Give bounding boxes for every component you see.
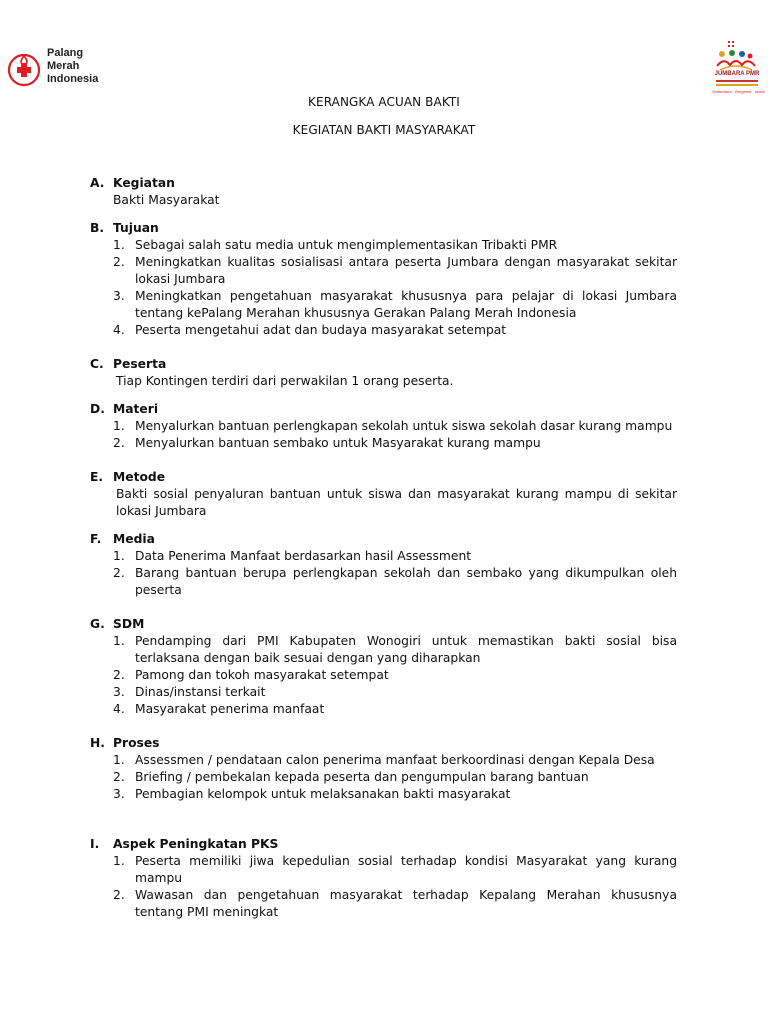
section-h xyxy=(90,735,677,803)
list-item xyxy=(113,548,677,565)
list-number: 4. xyxy=(113,702,125,716)
section-letter: H. xyxy=(90,736,105,750)
list-text: Pembagian kelompok untuk melaksanakan bakti masyarakat xyxy=(135,787,511,801)
list-text: Pendamping dari PMI Kabupaten Wonogiri untuk memastikan bakti sosial bisa terlaksana dengan baik sesuai dengan yang diharapkan xyxy=(135,634,677,665)
section-content xyxy=(90,486,677,520)
list-item xyxy=(113,633,677,667)
list-text: Briefing / pembekalan kepada peserta dan pengumpulan barang bantuan xyxy=(135,770,589,784)
section-content xyxy=(90,192,677,209)
list-text: Assessmen / pendataan calon penerima manfaat berkoordinasi dengan Kepala Desa xyxy=(135,753,655,767)
section-letter: C. xyxy=(90,357,104,371)
list-number: 3. xyxy=(113,787,125,801)
section-heading xyxy=(90,836,677,853)
section-letter: D. xyxy=(90,402,105,416)
section-letter: I. xyxy=(90,837,100,851)
list-number: 4. xyxy=(113,323,125,337)
list-text: Dinas/instansi terkait xyxy=(135,685,266,699)
section-a xyxy=(90,175,677,209)
section-g xyxy=(90,616,677,718)
section-heading xyxy=(90,616,677,633)
list-text: Peserta mengetahui adat dan budaya masyarakat setempat xyxy=(135,323,507,337)
section-text: Tiap Kontingen terdiri dari perwakilan 1 orang peserta. xyxy=(116,374,454,388)
section-letter: F. xyxy=(90,532,102,546)
section-heading xyxy=(90,356,677,373)
list-item xyxy=(113,565,677,599)
section-e xyxy=(90,469,677,520)
section-content xyxy=(90,853,677,921)
list-number: 1. xyxy=(113,238,125,252)
list-item xyxy=(113,752,677,769)
jumbara-logo xyxy=(712,40,765,96)
section-d xyxy=(90,401,677,452)
section-letter: B. xyxy=(90,221,105,235)
pmi-logo xyxy=(6,47,106,91)
section-title: Tujuan xyxy=(113,221,159,235)
section-title: SDM xyxy=(113,617,145,631)
list-text: Wawasan dan pengetahuan masyarakat terhadap Kepalang Merahan khususnya tentang PMI meningkat xyxy=(135,888,677,919)
list-text: Meningkatkan kualitas sosialisasi antara peserta Jumbara dengan masyarakat sekitar lokasi Jumbara xyxy=(135,255,677,286)
section-letter: E. xyxy=(90,470,104,484)
section-text: Bakti sosial penyaluran bantuan untuk siswa dan masyarakat kurang mampu di sekitar lokasi Jumbara xyxy=(116,487,677,518)
section-c xyxy=(90,356,677,390)
section-content xyxy=(90,548,677,599)
section-letter: G. xyxy=(90,617,105,631)
section-title: Kegiatan xyxy=(113,176,175,190)
list-item xyxy=(113,322,677,339)
jumbara-emblem-icon xyxy=(712,40,760,72)
list-item xyxy=(113,435,677,452)
list-number: 3. xyxy=(113,289,125,303)
section-i xyxy=(90,836,677,921)
section-content xyxy=(90,418,677,452)
list-number: 2. xyxy=(113,888,125,902)
list-text: Barang bantuan berupa perlengkapan sekolah dan sembako yang dikumpulkan oleh peserta xyxy=(135,566,677,597)
jumbara-tagline: Sederhana - Bergema - Indah xyxy=(712,89,765,94)
section-title: Metode xyxy=(113,470,166,484)
list-text: Peserta memiliki jiwa kepedulian sosial terhadap kondisi Masyarakat yang kurang mampu xyxy=(135,854,677,885)
list-item xyxy=(113,418,677,435)
list-text: Masyarakat penerima manfaat xyxy=(135,702,325,716)
section-heading xyxy=(90,735,677,752)
list-number: 2. xyxy=(113,566,125,580)
list-number: 2. xyxy=(113,668,125,682)
section-title: Aspek Peningkatan PKS xyxy=(113,837,279,851)
section-text: Bakti Masyarakat xyxy=(113,193,220,207)
list-number: 1. xyxy=(113,549,125,563)
section-b xyxy=(90,220,677,339)
list-text: Menyalurkan bantuan perlengkapan sekolah untuk siswa sekolah dasar kurang mampu xyxy=(135,419,673,433)
list-number: 1. xyxy=(113,753,125,767)
list-number: 1. xyxy=(113,419,125,433)
list-item xyxy=(113,887,677,921)
list-item xyxy=(113,254,677,288)
section-letter: A. xyxy=(90,176,105,190)
section-heading xyxy=(90,469,677,486)
list-text: Data Penerima Manfaat berdasarkan hasil Assessment xyxy=(135,549,472,563)
list-item xyxy=(113,853,677,887)
list-item xyxy=(113,684,677,701)
section-title: Proses xyxy=(113,736,160,750)
jumbara-logo-text: JUMBARA PMR xyxy=(714,71,760,77)
section-title: Materi xyxy=(113,402,159,416)
section-content xyxy=(90,633,677,718)
section-content xyxy=(90,237,677,339)
doc-subtitle: KEGIATAN BAKTI MASYARAKAT xyxy=(292,123,476,137)
list-text: Sebagai salah satu media untuk mengimplementasikan Tribakti PMR xyxy=(135,238,558,252)
list-item xyxy=(113,769,677,786)
org-name: Palang Merah Indonesia xyxy=(47,47,99,85)
list-text: Meningkatkan pengetahuan masyarakat khususnya para pelajar di lokasi Jumbara tentang kePalang Merahan khususnya Gerakan Palang Merah Indonesia xyxy=(135,289,677,320)
red-cross-flower-icon xyxy=(6,53,42,87)
logo-rule xyxy=(716,84,758,86)
list-item xyxy=(113,701,677,718)
list-number: 3. xyxy=(113,685,125,699)
section-heading xyxy=(90,401,677,418)
logo-rule xyxy=(716,80,758,82)
section-content xyxy=(90,752,677,803)
list-item xyxy=(113,786,677,803)
list-number: 1. xyxy=(113,854,125,868)
section-heading xyxy=(90,220,677,237)
list-item xyxy=(113,237,677,254)
list-number: 2. xyxy=(113,255,125,269)
doc-title: KERANGKA ACUAN BAKTI xyxy=(308,95,460,109)
section-heading xyxy=(90,531,677,548)
section-heading xyxy=(90,175,677,192)
section-content xyxy=(90,373,677,390)
list-item xyxy=(113,667,677,684)
section-title: Peserta xyxy=(113,357,167,371)
list-text: Menyalurkan bantuan sembako untuk Masyarakat kurang mampu xyxy=(135,436,541,450)
section-title: Media xyxy=(113,532,155,546)
document-body xyxy=(90,175,677,921)
list-text: Pamong dan tokoh masyarakat setempat xyxy=(135,668,389,682)
list-number: 1. xyxy=(113,634,125,648)
list-item xyxy=(113,288,677,322)
list-number: 2. xyxy=(113,436,125,450)
list-number: 2. xyxy=(113,770,125,784)
section-f xyxy=(90,531,677,599)
